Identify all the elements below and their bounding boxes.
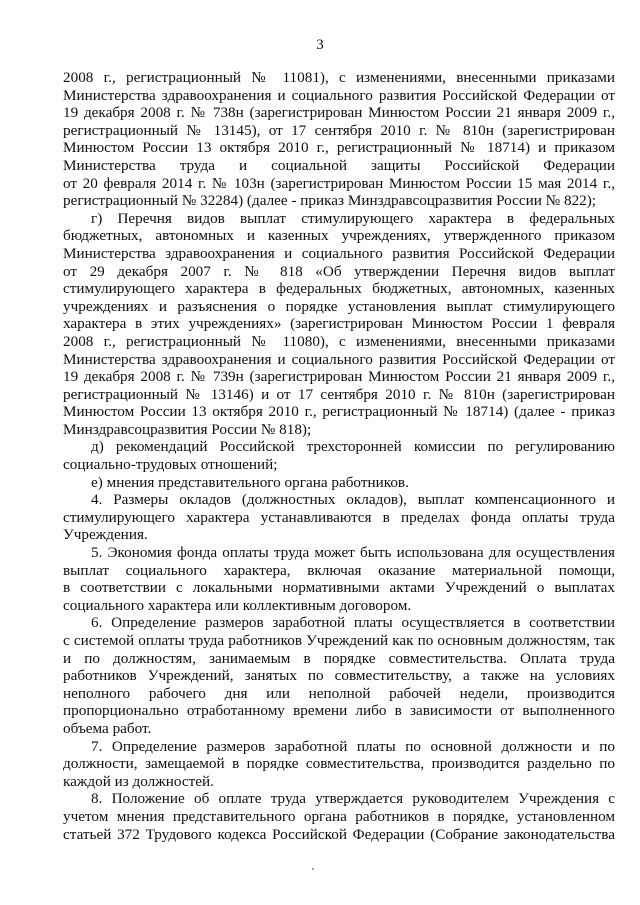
text-line: учреждениях и разъяснения о порядке установления выплат стимулирующего (63, 297, 615, 315)
text-line: Министерства труда и социальной защиты Российской Федерации (63, 156, 615, 174)
text-line: объема работ. (63, 719, 152, 737)
text-line: е) мнения представительного органа работников. (91, 473, 409, 491)
text-line: стимулирующего характера устанавливаются в пределах фонда оплаты труда (63, 508, 615, 526)
text-line: регистрационный № 32284) (далее - приказ Минздравсоцразвития России № 822); (63, 192, 597, 210)
text-line: в соответствии с локальными нормативными актами Учреждений о выплатах (63, 579, 615, 597)
document-body-text (63, 69, 615, 843)
text-line: 19 декабря 2008 г. № 739н (зарегистрирован Минюстом России 21 января 2009 г., (63, 368, 615, 386)
text-line: и по должностям, занимаемым в порядке совместительства. Оплата труда (63, 649, 615, 667)
text-line: 8. Положение об оплате труда утверждается руководителем Учреждения с (91, 790, 615, 808)
text-line: каждой из должностей. (63, 772, 214, 790)
text-line: 7. Определение размеров заработной платы по основной должности и по (91, 737, 615, 755)
text-line: социально-трудовых отношений; (63, 456, 278, 474)
text-line: Министерства здравоохранения и социального развития Российской Федерации от (63, 350, 615, 368)
text-line: выплат социального характера, включая оказание материальной помощи, (63, 561, 615, 579)
page-number: 3 (316, 37, 324, 53)
text-line: стимулирующего характера в федеральных бюджетных, автономных, казенных (63, 280, 615, 298)
text-line: 5. Экономия фонда оплаты труда может быть использована для осуществления (91, 544, 615, 562)
text-line: регистрационный № 13145), от 17 сентября 2010 г. № 810н (зарегистрирован (63, 121, 615, 139)
text-line: д) рекомендаций Российской трехсторонней комиссии по регулированию (91, 438, 615, 456)
text-line: от 20 февраля 2014 г. № 103н (зарегистрирован Минюстом России 15 мая 2014 г., (63, 174, 615, 192)
text-line: 2008 г., регистрационный № 11080), с изменениями, внесенными приказами (63, 332, 615, 350)
text-line: должности, замещаемой в порядке совместительства, производится раздельно по (63, 755, 615, 773)
text-line: характера в этих учреждениях» (зарегистрирован Минюстом России 1 февраля (63, 315, 615, 333)
text-line: Минюстом России 13 октября 2010 г., регистрационный № 18714) (далее - приказ (63, 403, 615, 421)
text-line: регистрационный № 13146) и от 17 сентября 2010 г. № 810н (зарегистрирован (63, 385, 615, 403)
text-line: социального характера или коллективным договором. (63, 596, 412, 614)
text-line: пропорционально отработанному времени либо в зависимости от выполненного (63, 702, 615, 720)
text-line: Учреждения. (63, 526, 148, 544)
text-line: от 29 декабря 2007 г. № 818 «Об утверждении Перечня видов выплат (63, 262, 615, 280)
text-line: 6. Определение размеров заработной платы осуществляется в соответствии (91, 614, 615, 632)
text-line: Министерства здравоохранения и социального развития Российской Федерации от (63, 86, 615, 104)
text-line: г) Перечня видов выплат стимулирующего характера в федеральных (91, 209, 615, 227)
text-line: 19 декабря 2008 г. № 738н (зарегистрирован Минюстом России 21 января 2009 г., (63, 104, 615, 122)
text-line: работников Учреждений, занятых по совместительству, а также на условиях (63, 667, 615, 685)
text-line: Минздравсоцразвития России № 818); (63, 420, 312, 438)
text-line: неполного рабочего дня или неполной рабочей недели, производится (63, 684, 615, 702)
text-line: Минюстом России 13 октября 2010 г., регистрационный № 18714) и приказом (63, 139, 615, 157)
text-line: бюджетных, автономных и казенных учреждениях, утвержденного приказом (63, 227, 615, 245)
text-line: с системой оплаты труда работников Учреждений как по основным должностям, так (63, 632, 615, 649)
text-line: Министерства здравоохранения и социального развития Российской Федерации (63, 244, 615, 262)
text-line: статьей 372 Трудового кодекса Российской Федерации (Собрание законодательства (63, 825, 615, 843)
text-line: учетом мнения представительного органа работников в порядке, установленном (63, 807, 615, 825)
text-line: 4. Размеры окладов (должностных окладов), выплат компенсационного и (91, 491, 615, 509)
scan-speck (312, 868, 314, 870)
text-line: 2008 г., регистрационный № 11081), с изменениями, внесенными приказами (63, 69, 615, 86)
